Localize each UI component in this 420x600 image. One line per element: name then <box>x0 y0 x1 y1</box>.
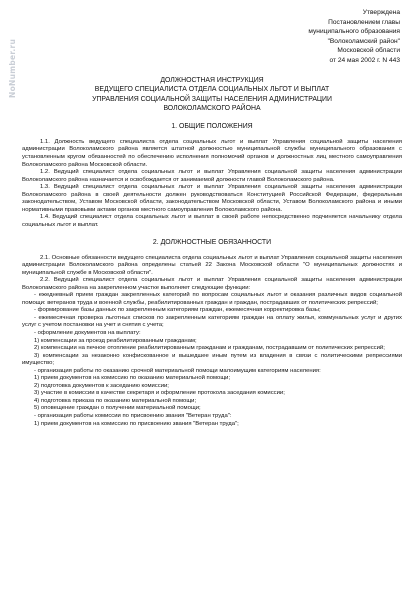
paragraph-1-3: 1.3. Ведущий специалист отдела социальных льгот и выплат Управления социальной защиты населения администрации Волоколамского района в своей деятельности должен руководствоваться Конституцией Российской Федерации, федеральным законодательством, Уставом Московской области, законодательством Московской области, Уставом Волоколамского района и иными нормативными правовыми актами органов местного самоуправления Волоколамского района. <box>22 184 402 213</box>
document-title <box>22 76 402 114</box>
watermark: NoNumber.ru <box>8 38 17 98</box>
approval-line: "Волоколамский район" <box>327 37 400 45</box>
duty-item: - организация работы комиссии по присвоению звания "Ветеран труда": <box>34 412 232 419</box>
duty-item: - организация работы по оказанию срочной материальной помощи малоимущим категориям населения: <box>34 367 321 374</box>
duty-item: - ежемесячная проверка льготных списков по закрепленным категориям граждан на оплату жилья, коммунальных услуг и других услуг с учетом постановки на учет и снятия с учета; <box>22 314 402 329</box>
paragraph-1-1: 1.1. Должность ведущего специалиста отдела социальных льгот и выплат Управления социальной защиты населения администрации Волоколамского района является штатной должностью муниципальной службы муниципального образования с установленным кругом обязанностей по обеспечению исполнения полномочий органов и должностных лиц местного самоуправления Волоколамского района Московской области. <box>22 138 402 168</box>
paragraph-2-2: 2.2. Ведущий специалист отдела социальных льгот и выплат Управления социальной защиты населения администрации Волоколамского района на закрепленном участке выполняет следующие функции: <box>22 277 402 291</box>
approval-line: Московской области <box>337 47 400 55</box>
duty-item: - ежедневный прием граждан закрепленных категорий по вопросам социальных льгот и оказания различных видов социальной помощи: ветеранов труда и военной службы, реабилитированных граждан и граждан, пострадавших от политических репрессий; <box>22 292 402 306</box>
duty-item: 3) участие в комиссии в качестве секретаря и оформление протокола заседания комиссии; <box>34 390 285 397</box>
duty-item: 1) прием документов на комиссию по присвоению звания "Ветеран труда"; <box>34 420 239 427</box>
section-heading-duties: 2. ДОЛЖНОСТНЫЕ ОБЯЗАННОСТИ <box>152 238 272 246</box>
duty-item: - оформление документов на выплату: <box>34 329 141 336</box>
duty-item: 5) оповещение граждан о получении материальной помощи; <box>34 405 201 412</box>
duty-item: - формирование базы данных по закрепленным категориям граждан, ежемесячная корректировка базы; <box>34 307 321 314</box>
title-line: ВЕДУЩЕГО СПЕЦИАЛИСТА ОТДЕЛА СОЦИАЛЬНЫХ ЛЬГОТ И ВЫПЛАТ <box>94 86 330 94</box>
duty-item: 3) компенсации за незаконно конфискованное и вышедшее иным путем из владения в связи с политическими репрессиями имущество; <box>22 352 402 367</box>
title-line: ВОЛОКОЛАМСКОГО РАЙОНА <box>163 105 261 113</box>
duty-item: 2) подготовка документов к заседанию комиссии; <box>34 382 169 389</box>
paragraph-2-1: 2.1. Основные обязанности ведущего специалиста отдела социальных льгот и выплат Управления социальной защиты населения администрации Волоколамского района определены статьей 22 Закона Московской области "О муниципальных должностях и муниципальной службе в Московской области". <box>22 254 402 276</box>
paragraph-1-4: 1.4. Ведущий специалист отдела социальных льгот и выплат в своей работе непосредственно подчиняется начальнику отдела социальных льгот и выплат. <box>22 214 402 228</box>
approval-line: муниципального образования <box>308 28 400 36</box>
duty-item: 1) прием документов на комиссию по оказанию материальной помощи; <box>34 375 231 382</box>
section-heading-general: 1. ОБЩИЕ ПОЛОЖЕНИЯ <box>171 122 253 130</box>
title-line: ДОЛЖНОСТНАЯ ИНСТРУКЦИЯ <box>160 76 264 84</box>
approval-block <box>22 8 400 66</box>
approval-line: от 24 мая 2002 г. N 443 <box>329 56 400 64</box>
title-line: УПРАВЛЕНИЯ СОЦИАЛЬНОЙ ЗАЩИТЫ НАСЕЛЕНИЯ АДМИНИСТРАЦИИ <box>92 95 332 103</box>
approval-line: Утверждена <box>362 9 400 16</box>
paragraph-1-2: 1.2. Ведущий специалист отдела социальных льгот и выплат Управления социальной защиты населения администрации Волоколамского района назначается и освобождается от занимаемой должности главой Волоколамского района. <box>22 169 402 183</box>
duty-item: 4) подготовка приказа по оказанию материальной помощи; <box>34 397 197 404</box>
duty-item: 2) компенсации на печное отопление реабилитированным гражданам и гражданам, пострадавшим от политических репрессий; <box>34 345 385 352</box>
approval-line: Постановлением главы <box>328 18 400 26</box>
duty-item: 1) компенсации за проезд реабилитированным гражданам; <box>34 337 197 344</box>
